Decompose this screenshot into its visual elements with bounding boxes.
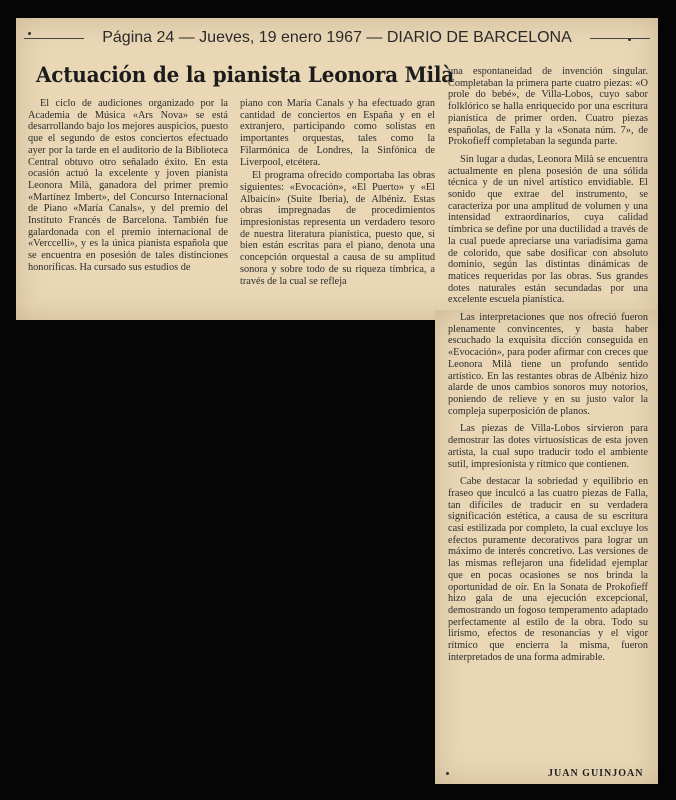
paragraph: El ciclo de audiciones organizado por la Academia de Música «Ars Nova» se está desarrollando bajo los mejores auspicios, puesto que el segundo de estos conciertos efectuado ayer por la tarde en el auditorio de la Biblioteca Central obtuvo otro señalado éxito. En esta ocasión actuó la excelente y joven pianista Leonora Milà, ganadora del primer premio «Martínez Imbert», del Concurso Internacional de Piano «María Canals», y del premio del Instituto Francés de Barcelona. También fue galardonada con el premio internacional de «Verccelli», y es la única pianista española que se encuentra en posesión de tales distinciones honoríficas. Ha cursado sus estudios de: [28, 98, 228, 273]
paragraph: Cabe destacar la sobriedad y equilibrio en fraseo que inculcó a las cuatro piezas de Falla, tan difíciles de traducir en su verdadera significación estética, a causa de su escritura casi estilizada por completo, la cual excluye los efectos puramente decorativos para lograr un máximo de interés concretivo. Las versiones de las mismas reflejaron una fidelidad ejemplar que en pocas ocasiones se nos brinda la oportunidad de oír. En la Sonata de Prokofieff hizo gala de una ejecución excepcional, demostrando un fogoso temperamento adaptado perfectamente al estilo de la obra. Todo su lirismo, efectos de resonancias y el vigor rítmico que encierra la misma, fueron interpretados de una forma admirable.: [448, 476, 648, 663]
article-title: Actuación de la pianista Leonora Milà: [36, 62, 455, 87]
article-column-1: [28, 98, 228, 274]
article-column-3: [448, 66, 648, 669]
header-rule-left: [24, 38, 84, 39]
author-signature: JUAN GUINJOAN: [548, 768, 644, 779]
paragraph: una espontaneidad de invención singular. Completaban la primera parte cuatro piezas: «O prole do bebé», de Villa-Lobos, cuyo sabor folklórico se halla enriquecido por una escritura pianística de primer orden. Cuatro piezas españolas, de Falla y la «Sonata núm. 7», de Prokofieff completaban la segunda parte.: [448, 66, 648, 148]
header-text: Página 24 — Jueves, 19 enero 1967 — DIARIO DE BARCELONA: [102, 29, 572, 46]
article-column-2: [240, 98, 435, 287]
paragraph: Sin lugar a dudas, Leonora Milà se encuentra actualmente en plena posesión de una sólida técnica y de un nivel artístico envidiable. El sonido que extrae del instrumento, se caracteriza por una amplitud de volumen y una intensidad extraordinarios, cuya calidad tímbrica se define por una ductilidad a través de la cual puede apreciarse una variadísima gama de colorido, que sabe dosificar con absoluto dominio, según las distintas dinámicas de matices requeridas por las obras. Sus grandes dotes naturales están secundadas por una excelente escuela pianística.: [448, 153, 648, 306]
paragraph: piano con María Canals y ha efectuado gran cantidad de conciertos en España y en el extranjero, participando como solistas en importantes orquestas, tales como la Filarmónica de Londres, la Sinfónica de Liverpool, etcétera.: [240, 98, 435, 168]
header-rule-right: [590, 38, 650, 39]
paragraph: Las interpretaciones que nos ofreció fueron plenamente convincentes, y basta haber escuchado la exquisita dicción conseguida en «Evocación», para poder afirmar con creces que Leonora Milà tiene un profundo sentido artístico. En las restantes obras de Albéniz hizo alarde de unos cambios sonoros muy notorios, poniendo de relieve y en su justo valor la compleja superposición de planos.: [448, 312, 648, 417]
print-mark: [446, 772, 449, 775]
newspaper-header: [16, 18, 658, 58]
paragraph: El programa ofrecido comportaba las obras siguientes: «Evocación», «El Puerto» y «El Albaicín» (Suite Iberia), de Albéniz. Estas obras impregnadas de procedimientos impresionistas representa un verdadero tesoro de nuestra literatura pianística, puesto que, si bien están escritas para el piano, denota una concepción orquestal a causa de su amplitud sonora y sobre todo de su riqueza tímbrica, a través de la cual se refleja: [240, 170, 435, 287]
paragraph: Las piezas de Villa-Lobos sirvieron para demostrar las dotes virtuosísticas de esta joven artista, la cual supo traducir todo el ambiente sutil, impresionista y rítmico que contienen.: [448, 423, 648, 470]
